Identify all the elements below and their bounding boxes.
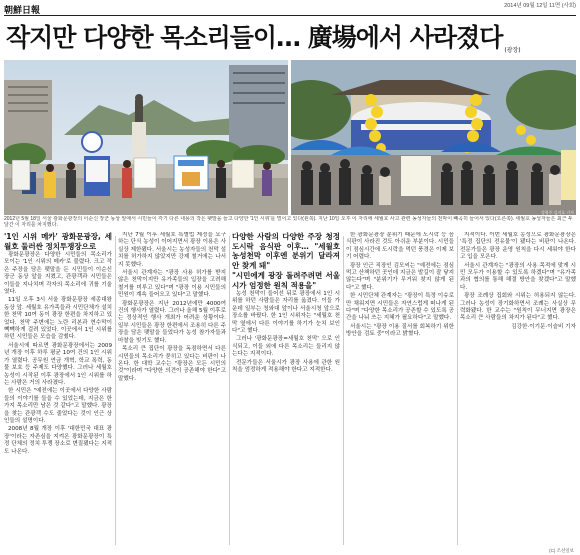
column-4-paragraph: 한 광화문광장 분위기 때문에 도시락 등 음식판이 사라진 것도 아쉬운 부분이다. 시민들이 점심시간에 도시락을 먹던 풍경은 이제 보기 어렵다. — [346, 232, 454, 261]
photo-caption: 2012년 5월 18일 서울 광화문광장의 이순신 장군 동상 앞에서 시민들이 각기 다른 내용의 작은 팻말을 들고 다양한 '1인 시위'를 벌이고 있다(왼쪽). 지난 10일 오후 이 자리에 세월호 사고 관련 농성자들의 천막이 빼곡히 들어서 있다(오른쪽). 세월호 농성자들은 최근 두 달간 이 자리를 차지했다. — [4, 216, 573, 228]
column-5-paragraph: 서울시 관계자는 "광장의 사용 목적에 맞게 시민 모두가 이용할 수 있도록 하겠다"며 "유가족과의 협의를 통해 해결 방안을 찾겠다"고 말했다. — [460, 262, 576, 291]
article-body — [4, 232, 576, 547]
column-3-paragraph: 농성 천막이 들어선 뒤로 광장에서 1인 시위를 하던 사람들은 자리를 옮겼다. 이들 가운데 일부는 청와대 앞이나 서울시청 앞으로 장소를 바꿨다. 한 1인 시위자는 "세월호 천막 옆에서 다른 이야기를 하기가 눈치 보인다"고 했다. — [232, 291, 340, 335]
masthead-rule — [4, 15, 576, 16]
column-5-paragraph: 광장 조례상 집회와 시위는 허용되지 않는다. 그러나 농성이 장기화하면서 조례는 사실상 무력화됐다. 한 교수는 "원칙이 무너지면 광장은 목소리 큰 사람들의 차지가 된다"고 했다. — [460, 293, 576, 322]
headline-text: 작지만 다양한 목소리들이… 廣場에서 사라졌다 — [6, 23, 503, 52]
column-1-paragraph: 2008년 8월 개장 이후 '대한민국 대표 광장'이라는 자존심을 지켜온 광화문광장이 특정 단체의 정치 투쟁 장소로 변질됐다는 지적도 나온다. — [4, 426, 112, 455]
photo-left-protesters — [4, 60, 288, 215]
column-1-paragraph: 한 시민은 "예전에는 이곳에서 다양한 사람들의 이야기를 들을 수 있었는데, 지금은 한 가지 목소리만 남은 것 같다"고 말했다. 광장을 찾는 관광객 수도 줄었다는 것이 인근 상인들의 설명이다. — [4, 388, 112, 424]
column-1 — [4, 232, 112, 547]
column-2 — [118, 232, 226, 547]
column-2-paragraph: 목소리 큰 집단이 광장을 독점하면서 다른 시민들의 목소리가 묻히고 있다는 비판이 나온다. 한 대학 교수는 "광장은 모든 시민의 것"이라며 "다양한 의견이 공존해야 한다"고 말했다. — [118, 346, 226, 382]
column-5-paragraph: 지적이다. 이번 세월호 농성으로 광화문광장은 '특정 집단의 전유물'이 됐다는 비판이 나온다. 전문가들은 광장 운영 원칙을 다시 세워야 한다고 입을 모은다. — [460, 232, 576, 261]
column-1-paragraph: 11일 오후 3시 서울 광화문광장 세종대왕 동상 앞. 세월호 유가족들과 시민단체가 설치한 천막 10여 동이 광장 한편을 차지하고 있었다. 천막 주변에는 노란 리본과 현수막이 빽빽하게 걸려 있었다. 이곳에서 1인 시위를 하던 시민들은 모습을 감췄다. — [4, 297, 112, 341]
column-4-paragraph: 서울시는 "광장 이용 질서를 회복하기 위한 방안을 검토 중"이라고 밝혔다. — [346, 323, 454, 338]
column-3-subhead-2: "시민에게 광장 돌려주려면 서울시가 엄정한 원칙 적용을" — [232, 271, 340, 290]
headline-gloss: (광장) — [504, 47, 521, 54]
column-divider — [229, 236, 230, 545]
column-2-paragraph: 지난 7월 이후 세월호 특별법 제정을 요구하는 단식 농성이 이어지면서 광장 이용은 사실상 제한됐다. 서울시는 농성자들의 천막 설치를 허가하지 않았지만 강제 철거에는 나서지 못했다. — [118, 232, 226, 268]
column-2-paragraph: 광화문광장은 지난 2012년에만 4000여 건의 행사가 열렸다. 그러나 올해 5월 이후로는 정상적인 행사 개최가 어려운 상황이다. 일부 시민들은 광장 한편에서 조용히 다른 주장을 담은 팻말을 들었다가 농성 참가자들과 마찰을 빚기도 했다. — [118, 300, 226, 344]
column-3 — [232, 232, 340, 547]
column-4 — [346, 232, 454, 547]
column-1-subhead: '1인 시위 메카' 광화문광장, 세월호 둘러싼 정치투쟁장으로 — [4, 232, 112, 251]
column-divider — [457, 236, 458, 545]
column-3-paragraph: 그러나 '광화문광장=세월호 천막' 으로 인식되고, 이들 외에 다른 목소리는 들리지 않는다는 지적이다. — [232, 336, 340, 358]
column-2-paragraph: 서울시 관계자는 "광장 사용 허가를 받지 않은 천막이지만 유가족들의 입장을 고려해 철거를 미루고 있다"며 "광장 이용 시민들의 민원이 계속 들어오고 있다"고 말했다. — [118, 270, 226, 299]
column-1-paragraph: 서울시에 따르면 광화문광장에서는 2009년 개장 이후 하루 평균 10여 건의 1인 시위가 열렸다. 공무원 연금 개혁, 학교 폭력, 동물 보호 등 주제도 다양했다. 그러나 세월호 농성이 시작된 이후 광장에서 1인 시위를 하는 사람은 거의 사라졌다. — [4, 342, 112, 386]
column-4-paragraph: 광장 인근 직장인 김모씨는 "예전에는 점심 먹고 산책하던 곳인데 지금은 발길이 잘 닿지 않는다"며 "분위기가 무거워 찾지 않게 된다"고 했다. — [346, 262, 454, 291]
footer-copyright: (C) 조선일보 — [549, 548, 574, 553]
column-3-subhead: 다양한 사람의 다양한 주장 청정 도시락 음식판 이후… "세월호 농성천막 이후엔 분위기 달라져 안 찾게 돼" — [232, 232, 340, 270]
date-line: 2014년 09월 12일 11면 (사회) — [504, 3, 576, 9]
column-5 — [460, 232, 576, 547]
column-divider — [115, 236, 116, 545]
photo-credit: 성형주 김지호 기자 — [540, 210, 574, 215]
column-divider — [343, 236, 344, 545]
column-4-paragraph: 한 시민단체 관계자는 "광장이 특정 이슈로만 채워지면 시민들은 자연스럽게 떠나게 된다"며 "다양한 목소리가 공존할 수 있도록 공간을 나눠 쓰는 지혜가 필요하다"고 말했다. — [346, 293, 454, 322]
byline: 김강한·이기문·이슬비 기자 — [511, 323, 576, 330]
column-1-paragraph: 광화문광장은 다양한 시민들의 목소리가 모이는 '1인 시위의 메카'로 불렸다. 크고 작은 주장을 담은 팻말을 든 시민들이 이순신 장군 동상 앞을 지켰고, 관광객과 시민들은 이들을 지나치며 각자의 목소리에 귀를 기울였다. — [4, 252, 112, 296]
photo-right-tents — [291, 60, 576, 215]
newspaper-logo: 朝鮮日報 — [4, 6, 41, 16]
headline — [6, 18, 576, 58]
column-3-paragraph: 전문가들은 서울시가 광장 사용에 관한 원칙을 엄정하게 적용해야 한다고 지적한다. — [232, 359, 340, 374]
